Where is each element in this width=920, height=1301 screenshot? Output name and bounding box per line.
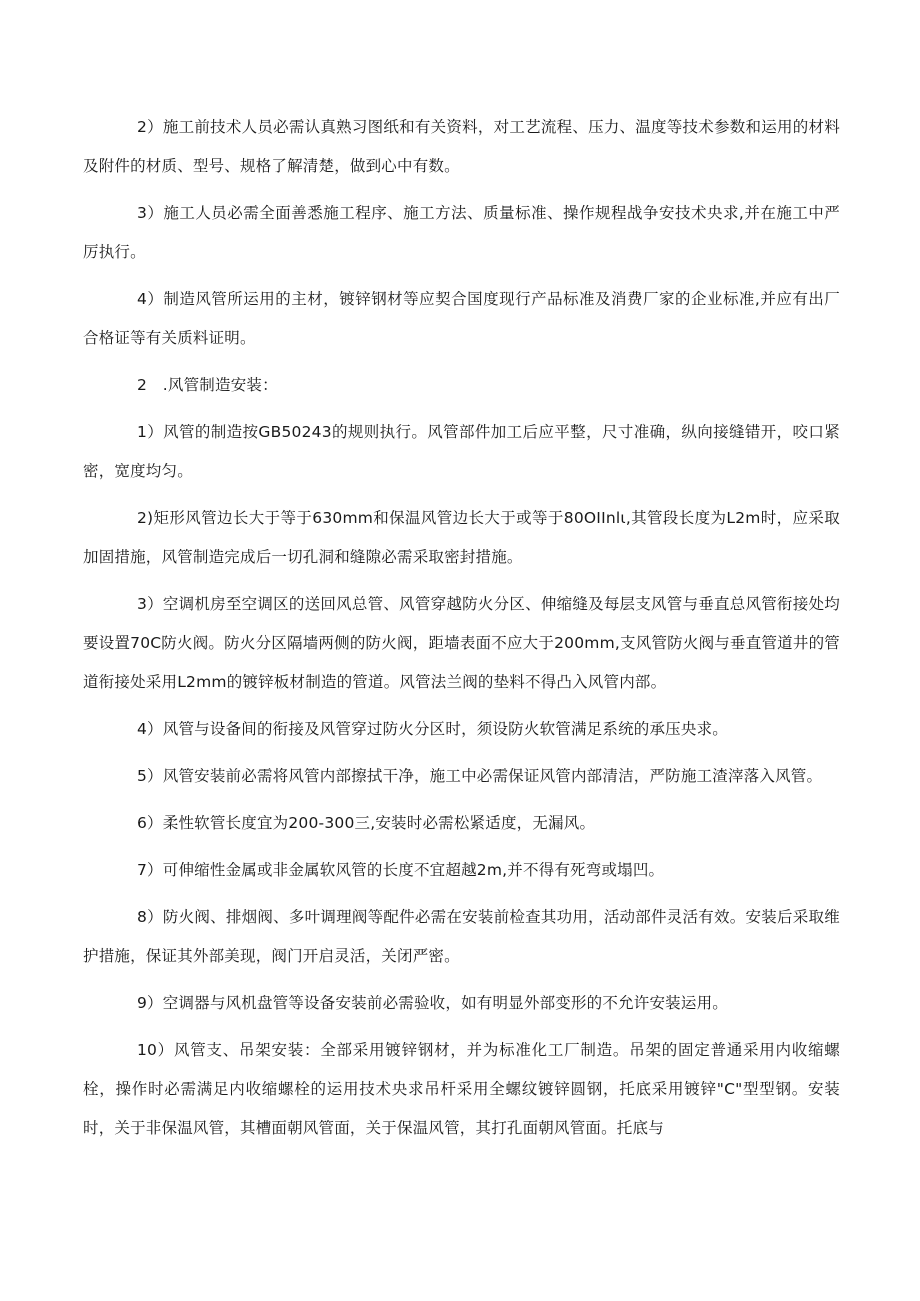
paragraph-item-9: 9）空调器与风机盘管等设备安装前必需验收，如有明显外部变形的不允许安装运用。 bbox=[137, 994, 728, 1012]
paragraph-intro-3: 3）施工人员必需全面善悉施工程序、施工方法、质量标准、操作规程战争安技术央求,并在施工中严厉执行。 bbox=[83, 204, 840, 261]
paragraph-intro-4: 4）制造风管所运用的主材，镀锌钢材等应契合国度现行产品标准及消费厂家的企业标准,并应有出厂合格证等有关质料证明。 bbox=[83, 290, 840, 347]
paragraph-item-2: 2)矩形风管边长大于等于630mm和保温风管边长大于或等于80OIInlι,其管段长度为L2m时，应采取加固措施，风管制造完成后一切孔洞和缝隙必需采取密封措施。 bbox=[83, 509, 840, 566]
paragraph-item-4: 4）风管与设备间的衔接及风管穿过防火分区时，须设防火软管满足系统的承压央求。 bbox=[137, 720, 728, 738]
paragraph-item-10: 10）风管支、吊架安装：全部采用镀锌钢材，并为标准化工厂制造。吊架的固定普通采用内收缩螺栓，操作时必需满足内收缩螺栓的运用技术央求吊杆采用全螺纹镀锌圆钢，托底采用镀锌"C"型型钢。安装时，关于非保温风管，其槽面朝风管面，关于保温风管，其打孔面朝风管面。托底与 bbox=[83, 1041, 840, 1137]
paragraph-item-6: 6）柔性软管长度宜为200-300三,安装时必需松紧适度，无漏风。 bbox=[137, 814, 596, 832]
section-heading-duct-fabrication: 2 .风管制造安装： bbox=[137, 376, 278, 394]
paragraph-item-3: 3）空调机房至空调区的送回风总管、风管穿越防火分区、伸缩缝及每层支风管与垂直总风管衔接处均要设置70C防火阀。防火分区隔墙两侧的防火阀，距墙表面不应大于200mm,支风管防火阀与垂直管道井的管道衔接处采用L2mm的镀锌板材制造的管道。风管法兰阀的垫料不得凸入风管内部。 bbox=[83, 595, 840, 691]
paragraph-item-8: 8）防火阀、排烟阀、多叶调理阀等配件必需在安装前检查其功用，活动部件灵活有效。安装后采取维护措施，保证其外部美现，阀门开启灵活，关闭严密。 bbox=[83, 908, 840, 965]
paragraph-item-7: 7）可伸缩性金属或非金属软风管的长度不宜超越2m,并不得有死弯或塌凹。 bbox=[137, 861, 665, 879]
paragraph-item-5: 5）风管安装前必需将风管内部擦拭干净，施工中必需保证风管内部清洁，严防施工渣滓落入风管。 bbox=[137, 767, 823, 785]
paragraph-item-1: 1）风管的制造按GB50243的规则执行。风管部件加工后应平整，尺寸准确，纵向接缝错开，咬口紧密，宽度均匀。 bbox=[83, 423, 840, 480]
paragraph-intro-2: 2）施工前技术人员必需认真熟习图纸和有关资料，对工艺流程、压力、温度等技术参数和运用的材料及附件的材质、型号、规格了解清楚，做到心中有数。 bbox=[83, 118, 840, 175]
